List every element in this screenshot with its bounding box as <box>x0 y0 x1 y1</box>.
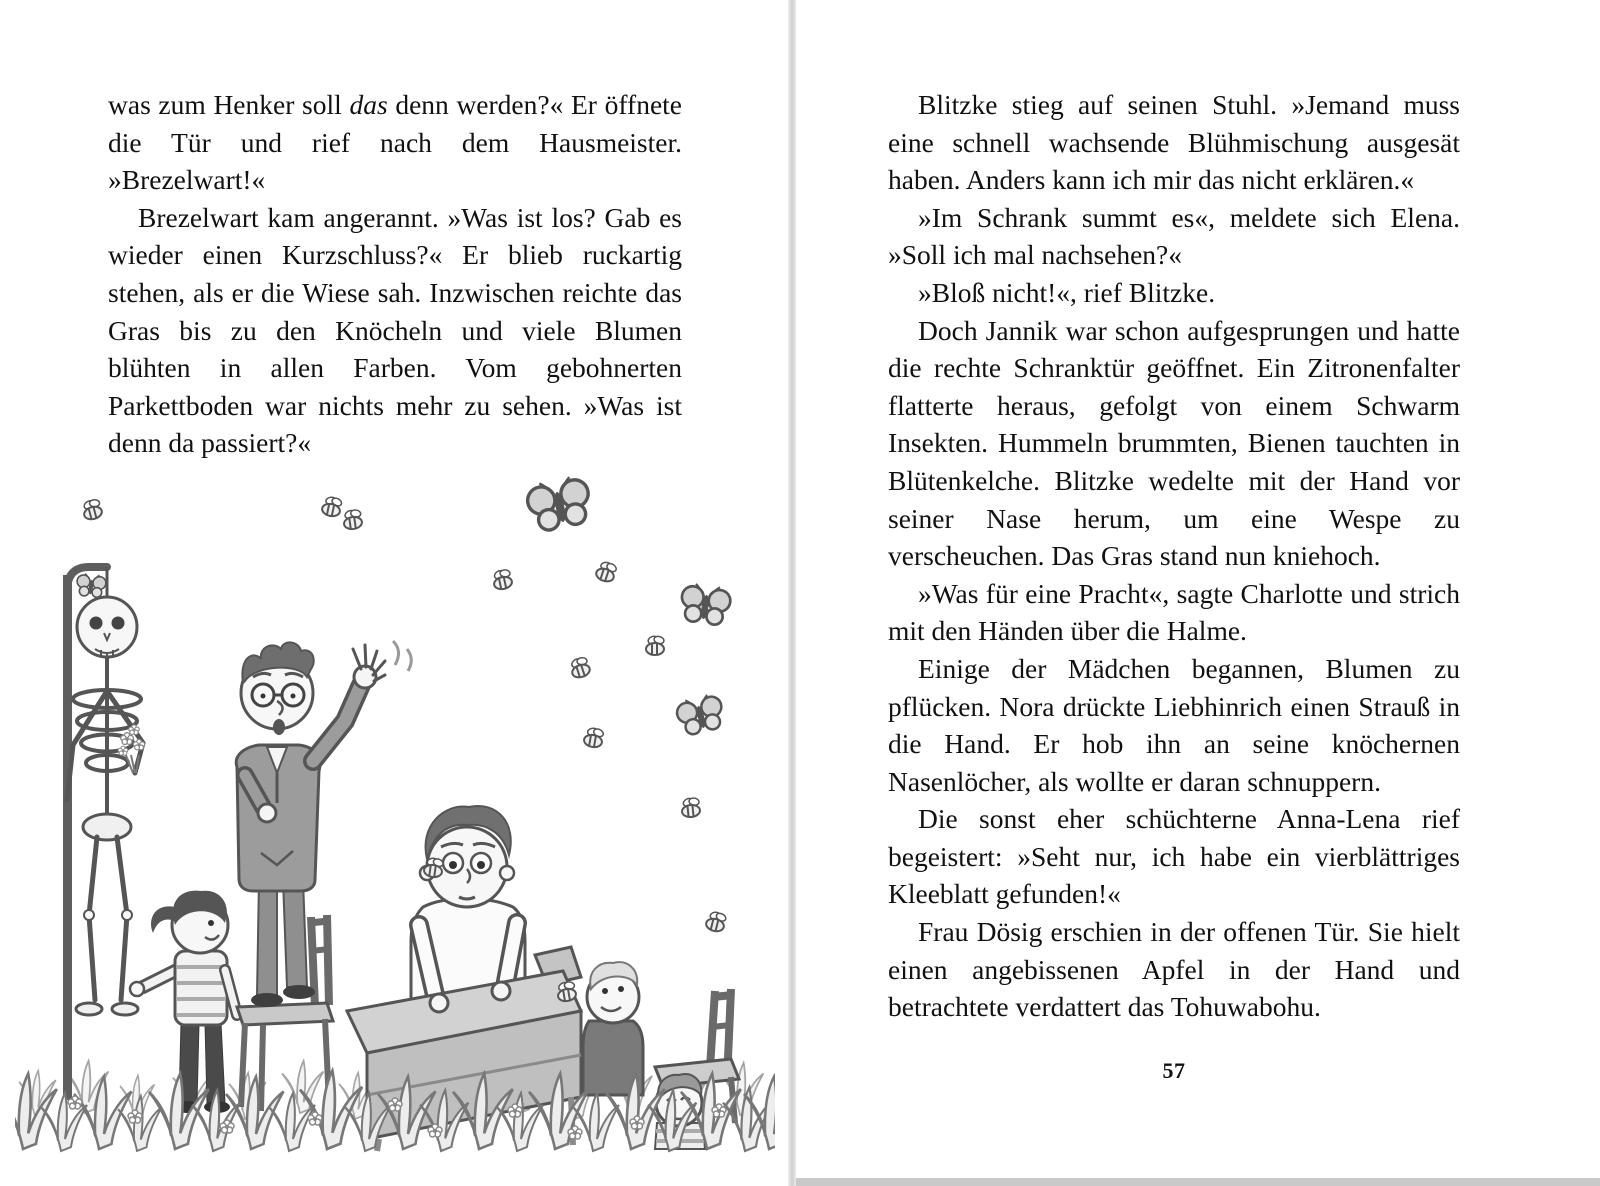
man-hand <box>492 982 510 1000</box>
paragraph: »Was für eine Pracht«, sagte Charlotte und strich mit den Händen über die Halme. <box>888 577 1460 647</box>
paragraph: Doch Jannik war schon aufgesprungen und hatte die rechte Schranktür geöffnet. Ein Zitronenfalter flatterte heraus, gefolgt von einem Schwarm Insekten. Hummeln brummten, Bienen tauchten in Blütenkelche. Blitzke wedelte mit der Hand vor seiner Nase herum, um eine Wespe zu verscheuchen. Das Gras stand nun kniehoch. <box>888 314 1460 572</box>
bouquet <box>118 725 145 773</box>
paragraph: Die sonst eher schüchterne Anna-Lena rief begeistert: »Seht nur, ich habe ein vierblättriges Kleeblatt gefunden!« <box>888 803 1460 910</box>
page-edge-strip <box>796 1178 1600 1186</box>
paragraph: Brezelwart kam angerannt. »Was ist los? Gab es wieder einen Kurzschluss?« Er blieb ruckartig stehen, als er die Wiese sah. Inzwischen reichte das Gras bis zu den Knöcheln und viele Blumen blühten in allen Farben. Vom gebohnerten Parkettboden war nichts mehr zu sehen. »Was ist denn da passiert?« <box>108 201 682 459</box>
paragraph-text: denn werden?« Er öffnete die Tür und rief nach dem Hausmeister. »Brezelwart!« <box>108 89 682 196</box>
paragraph: »Im Schrank summt es«, meldete sich Elena. »Soll ich mal nachsehen?« <box>888 201 1460 271</box>
left-page-text <box>108 86 682 462</box>
girl-figure <box>130 891 237 1113</box>
butterfly-icons <box>76 474 732 737</box>
left-page <box>0 0 789 1186</box>
paragraph-text: was zum Henker soll <box>108 89 350 120</box>
seated-man-figure <box>411 806 525 1000</box>
skeleton-figure <box>63 567 145 1100</box>
page-number: 57 <box>1162 1058 1186 1083</box>
paragraph: Blitzke stieg auf seinen Stuhl. »Jemand muss eine schnell wachsende Blühmischung ausgesät haben. Anders kann ich mir das nicht erklären.« <box>888 89 1460 196</box>
paragraph: »Bloß nicht!«, rief Blitzke. <box>918 276 1216 308</box>
italic-word: das <box>349 89 388 120</box>
right-page-text <box>888 86 1460 1026</box>
right-page <box>796 0 1600 1186</box>
paragraph: Einige der Mädchen begannen, Blumen zu pflücken. Nora drückte Liebhinrich einen Strauß in die Hand. Er hob ihn an seine knöchernen Nasenlöcher, als wollte er daran schnuppern. <box>888 652 1460 797</box>
illustration-meadow-classroom <box>15 455 775 1155</box>
paragraph <box>108 86 682 199</box>
man-hand <box>430 994 448 1012</box>
page-gutter <box>788 0 796 1186</box>
paragraph: Frau Dösig erschien in der offenen Tür. Sie hielt einen angebissenen Apfel in der Hand und betrachtete verdattert das Tohuwabohu. <box>888 916 1460 1023</box>
blond-boy-figure <box>583 962 643 1095</box>
